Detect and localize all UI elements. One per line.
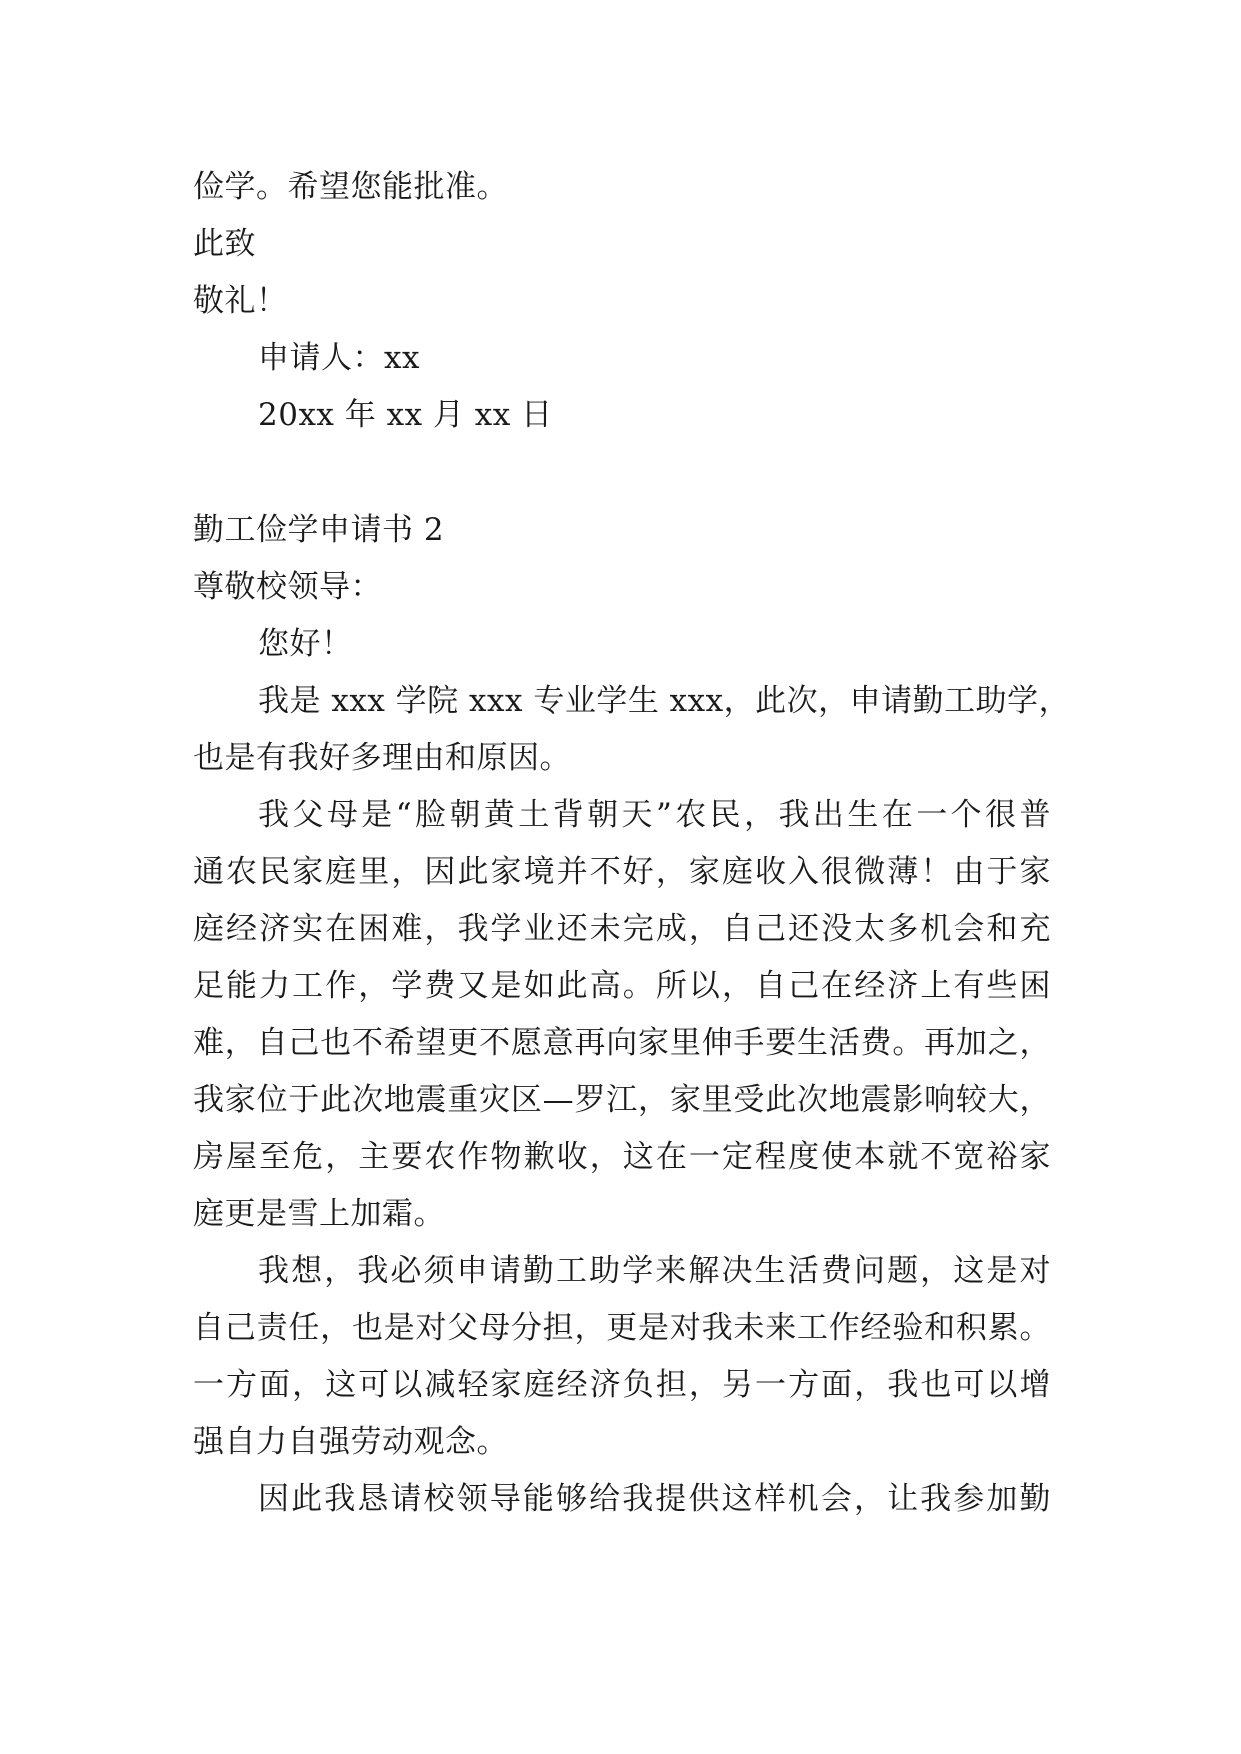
paragraph-2-line-8: 庭更是雪上加霜。 bbox=[193, 1196, 445, 1232]
closing-line: 俭学。希望您能批准。 bbox=[193, 169, 508, 205]
paragraph-1-line-1: 我是 xxx 学院 xxx 专业学生 xxx，此次，申请勤工助学， bbox=[258, 683, 1071, 719]
applicant-name: 申请人：xx bbox=[258, 340, 420, 376]
paragraph-2-line-7: 房屋至危，主要农作物歉收，这在一定程度使本就不宽裕家 bbox=[193, 1139, 1051, 1175]
paragraph-3-line-3: 一方面，这可以减轻家庭经济负担，另一方面，我也可以增 bbox=[193, 1367, 1051, 1403]
addressee: 尊敬校领导： bbox=[193, 569, 382, 605]
paragraph-2-line-5: 难，自己也不希望更不愿意再向家里伸手要生活费。再加之， bbox=[193, 1025, 1051, 1061]
letter-date: 20xx 年 xx 月 xx 日 bbox=[258, 397, 553, 433]
paragraph-2-line-4: 足能力工作，学费又是如此高。所以，自己在经济上有些困 bbox=[193, 968, 1051, 1004]
paragraph-4-line-1: 因此我恳请校领导能够给我提供这样机会，让我参加勤 bbox=[258, 1481, 1051, 1517]
paragraph-2-line-1: 我父母是“脸朝黄土背朝天”农民，我出生在一个很普 bbox=[258, 797, 1051, 833]
salutation-jing-li: 敬礼！ bbox=[193, 283, 288, 319]
paragraph-2-line-3: 庭经济实在困难，我学业还未完成，自己还没太多机会和充 bbox=[193, 911, 1051, 947]
salutation-ci-zhi: 此致 bbox=[193, 226, 256, 262]
paragraph-2-line-2: 通农民家庭里，因此家境并不好，家庭收入很微薄！由于家 bbox=[193, 854, 1051, 890]
paragraph-1-line-2: 也是有我好多理由和原因。 bbox=[193, 740, 571, 776]
paragraph-2-line-6: 我家位于此次地震重灾区—罗江，家里受此次地震影响较大， bbox=[193, 1082, 1051, 1118]
paragraph-3-line-1: 我想，我必须申请勤工助学来解决生活费问题，这是对 bbox=[258, 1253, 1051, 1289]
greeting: 您好！ bbox=[258, 626, 353, 662]
letter-title: 勤工俭学申请书 2 bbox=[193, 512, 445, 548]
paragraph-3-line-4: 强自力自强劳动观念。 bbox=[193, 1424, 508, 1460]
paragraph-3-line-2: 自己责任，也是对父母分担，更是对我未来工作经验和积累。 bbox=[193, 1310, 1051, 1346]
